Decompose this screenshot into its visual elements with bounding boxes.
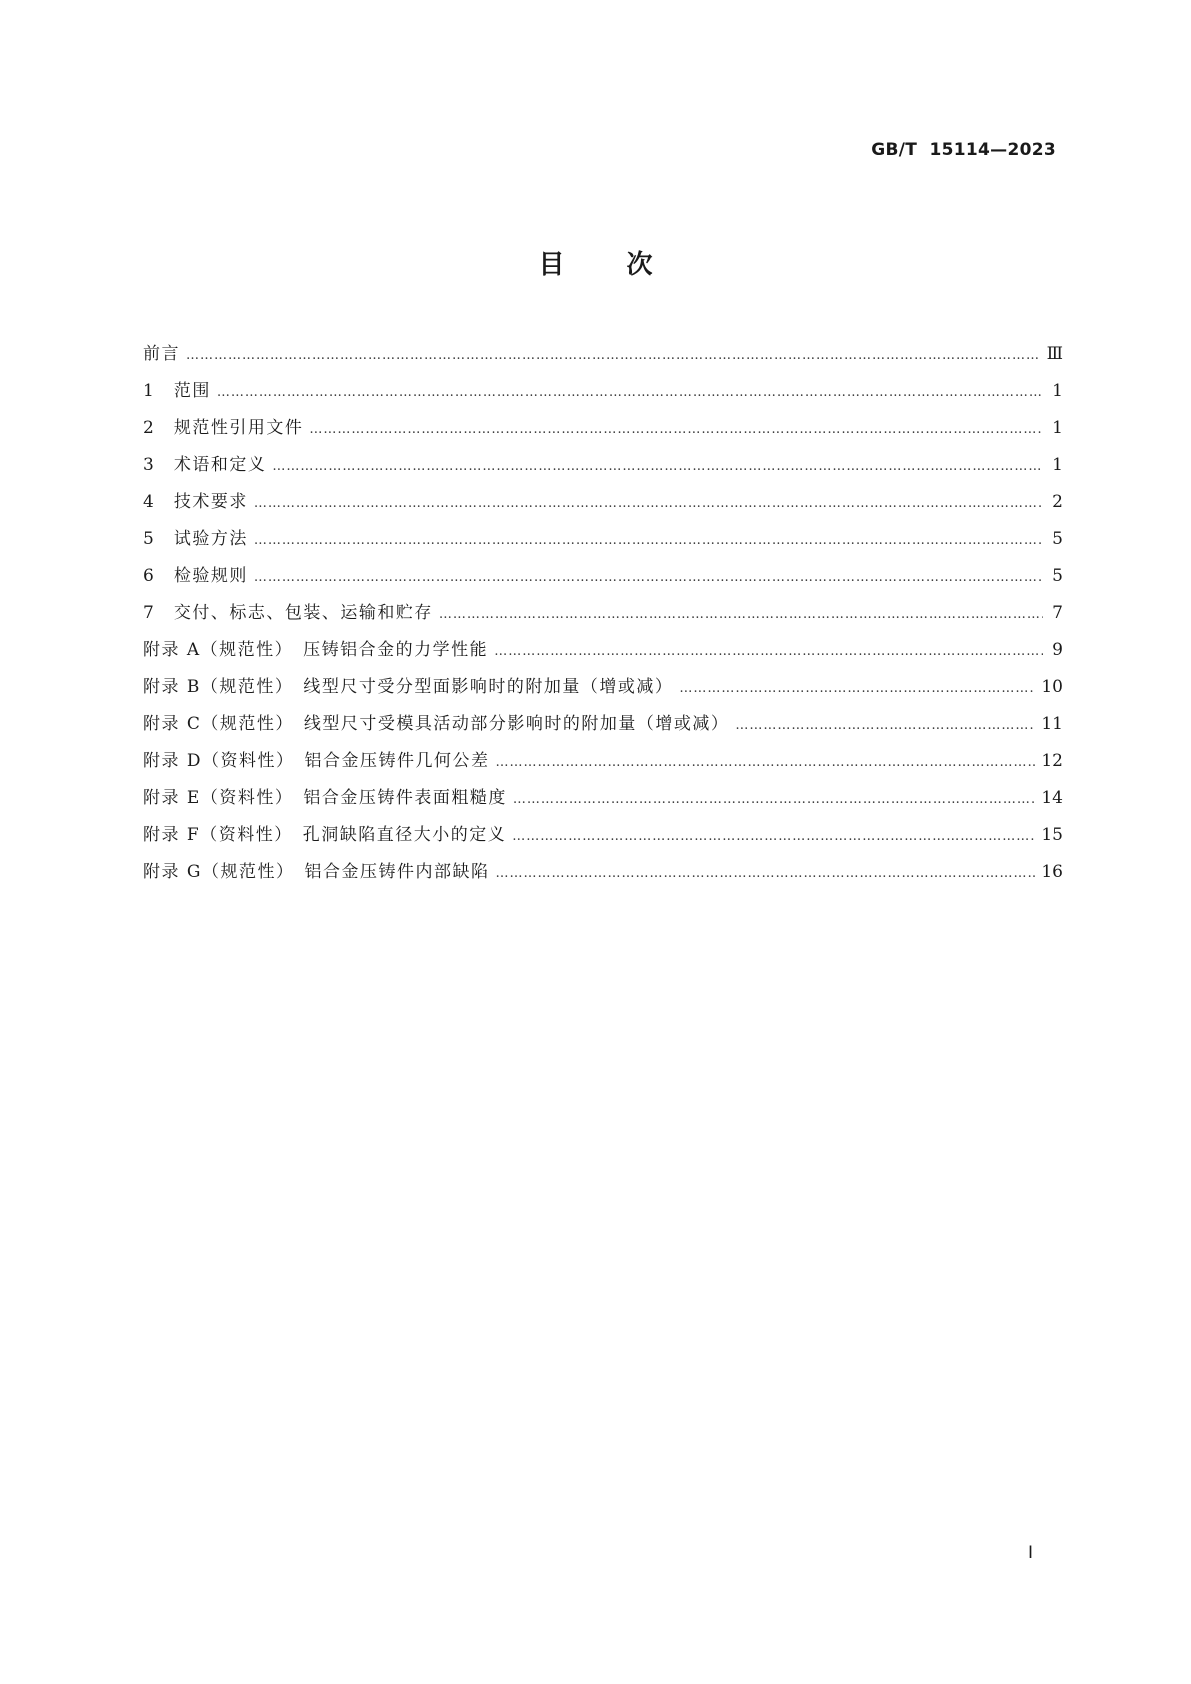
toc-entry-annex-g[interactable] (143, 854, 1063, 891)
toc-entry-label: 1 范围 (143, 381, 211, 401)
dot-leader (254, 485, 1043, 522)
toc-entry-page: 16 (1041, 862, 1063, 882)
toc-entry-annex-e[interactable] (143, 780, 1063, 817)
toc-entry-page: 1 (1052, 455, 1063, 475)
dot-leader (513, 781, 1036, 818)
toc-entry-page: 7 (1052, 603, 1063, 623)
toc-entry-label: 附录 E（资料性） 铝合金压铸件表面粗糙度 (143, 788, 507, 808)
dot-leader (512, 818, 1035, 855)
toc-entry-page: 14 (1041, 788, 1063, 808)
toc-entry-page: 15 (1041, 825, 1063, 845)
toc-entry-page: 11 (1041, 714, 1063, 734)
toc-entry-test-methods[interactable] (143, 521, 1063, 558)
toc-entry-label: 附录 A（规范性） 压铸铝合金的力学性能 (143, 640, 489, 660)
page-number: Ⅰ (1027, 1543, 1033, 1562)
toc-entry-label: 前言 (143, 344, 180, 364)
dot-leader (439, 596, 1043, 633)
toc-entry-label: 4 技术要求 (143, 492, 248, 512)
toc-entry-annex-a[interactable] (143, 632, 1063, 669)
toc-entry-annex-c[interactable] (143, 706, 1063, 743)
dot-leader (735, 707, 1035, 744)
toc-entry-delivery[interactable] (143, 595, 1063, 632)
toc-entry-label: 附录 F（资料性） 孔洞缺陷直径大小的定义 (143, 825, 507, 845)
toc-entry-terms-definitions[interactable] (143, 447, 1063, 484)
toc-entry-scope[interactable] (143, 373, 1063, 410)
toc-entry-label: 7 交付、标志、包装、运输和贮存 (143, 603, 433, 623)
toc-entry-label: 5 试验方法 (143, 529, 248, 549)
dot-leader (217, 374, 1043, 411)
dot-leader (254, 522, 1043, 559)
toc-entry-annex-f[interactable] (143, 817, 1063, 854)
toc-entry-label: 附录 B（规范性） 线型尺寸受分型面影响时的附加量（增或减） (143, 677, 674, 697)
toc-entry-annex-d[interactable] (143, 743, 1063, 780)
page-title: 目次 (538, 250, 715, 280)
dot-leader (254, 559, 1043, 596)
dot-leader (496, 744, 1036, 781)
toc-entry-label: 2 规范性引用文件 (143, 418, 304, 438)
toc-entry-page: 10 (1041, 677, 1063, 697)
toc-entry-normative-references[interactable] (143, 410, 1063, 447)
toc-entry-annex-b[interactable] (143, 669, 1063, 706)
toc-entry-inspection-rules[interactable] (143, 558, 1063, 595)
toc-entry-label: 6 检验规则 (143, 566, 248, 586)
toc-entry-label: 附录 G（规范性） 铝合金压铸件内部缺陷 (143, 862, 490, 882)
dot-leader (494, 633, 1043, 670)
standard-number: GB/T 15114—2023 (871, 140, 1056, 160)
dot-leader (186, 337, 1041, 374)
dot-leader (309, 411, 1043, 448)
toc-entry-page: Ⅲ (1046, 344, 1063, 364)
toc-entry-label: 附录 D（资料性） 铝合金压铸件几何公差 (143, 751, 490, 771)
dot-leader (495, 855, 1035, 892)
toc-entry-page: 9 (1052, 640, 1063, 660)
dot-leader (272, 448, 1043, 485)
dot-leader (679, 670, 1035, 707)
toc-entry-page: 5 (1052, 529, 1063, 549)
toc-entry-page: 12 (1041, 751, 1063, 771)
toc-entry-page: 1 (1052, 381, 1063, 401)
table-of-contents (143, 336, 1063, 891)
toc-entry-label: 3 术语和定义 (143, 455, 267, 475)
toc-entry-page: 1 (1052, 418, 1063, 438)
toc-entry-foreword[interactable] (143, 336, 1063, 373)
toc-entry-page: 5 (1052, 566, 1063, 586)
toc-entry-label: 附录 C（规范性） 线型尺寸受模具活动部分影响时的附加量（增或减） (143, 714, 730, 734)
toc-entry-technical-requirements[interactable] (143, 484, 1063, 521)
toc-entry-page: 2 (1052, 492, 1063, 512)
